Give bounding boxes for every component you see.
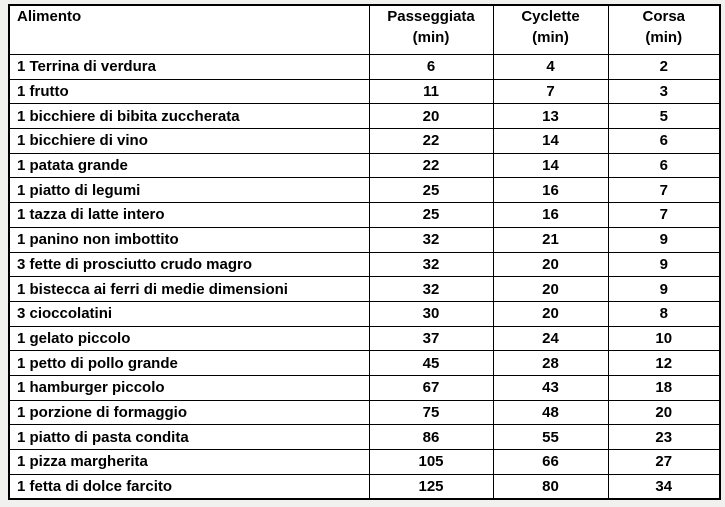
cell-passeggiata-min: 86	[369, 425, 493, 450]
cell-alimento: 1 hamburger piccolo	[9, 375, 369, 400]
cell-corsa-min: 2	[608, 55, 720, 80]
table-row	[9, 400, 720, 425]
cell-corsa-min: 5	[608, 104, 720, 129]
cell-alimento: 1 panino non imbottito	[9, 227, 369, 252]
cell-passeggiata-min: 32	[369, 227, 493, 252]
cell-corsa-min: 7	[608, 178, 720, 203]
cell-corsa-min: 9	[608, 227, 720, 252]
table-row	[9, 129, 720, 154]
food-exercise-table-container	[8, 4, 721, 500]
cell-alimento: 1 bistecca ai ferri di medie dimensioni	[9, 277, 369, 302]
cell-passeggiata-min: 37	[369, 326, 493, 351]
table-header	[9, 5, 720, 55]
cell-alimento: 1 fetta di dolce farcito	[9, 474, 369, 499]
cell-alimento: 1 bicchiere di vino	[9, 129, 369, 154]
cell-passeggiata-min: 125	[369, 474, 493, 499]
cell-cyclette-min: 7	[493, 79, 608, 104]
cell-corsa-min: 3	[608, 79, 720, 104]
cell-alimento: 1 porzione di formaggio	[9, 400, 369, 425]
cell-alimento: 1 petto di pollo grande	[9, 351, 369, 376]
cell-cyclette-min: 20	[493, 252, 608, 277]
cell-cyclette-min: 80	[493, 474, 608, 499]
cell-passeggiata-min: 105	[369, 450, 493, 475]
cell-passeggiata-min: 67	[369, 375, 493, 400]
cell-cyclette-min: 24	[493, 326, 608, 351]
cell-corsa-min: 23	[608, 425, 720, 450]
table-row	[9, 104, 720, 129]
column-header-alimento	[9, 5, 369, 55]
food-exercise-table	[8, 4, 721, 500]
cell-alimento: 1 tazza di latte intero	[9, 203, 369, 228]
cell-passeggiata-min: 22	[369, 153, 493, 178]
table-row	[9, 450, 720, 475]
cell-passeggiata-min: 75	[369, 400, 493, 425]
cell-cyclette-min: 13	[493, 104, 608, 129]
cell-cyclette-min: 20	[493, 301, 608, 326]
cell-corsa-min: 34	[608, 474, 720, 499]
table-body	[9, 55, 720, 500]
table-row	[9, 55, 720, 80]
table-row	[9, 301, 720, 326]
table-row	[9, 326, 720, 351]
table-row	[9, 153, 720, 178]
cell-alimento: 3 fette di prosciutto crudo magro	[9, 252, 369, 277]
cell-passeggiata-min: 6	[369, 55, 493, 80]
table-row	[9, 425, 720, 450]
cell-corsa-min: 10	[608, 326, 720, 351]
cell-cyclette-min: 55	[493, 425, 608, 450]
cell-passeggiata-min: 30	[369, 301, 493, 326]
cell-cyclette-min: 4	[493, 55, 608, 80]
cell-corsa-min: 6	[608, 153, 720, 178]
cell-alimento: 1 piatto di legumi	[9, 178, 369, 203]
cell-alimento: 1 piatto di pasta condita	[9, 425, 369, 450]
cell-corsa-min: 6	[608, 129, 720, 154]
cell-alimento: 1 bicchiere di bibita zuccherata	[9, 104, 369, 129]
table-row	[9, 277, 720, 302]
column-header-label: Cyclette	[521, 8, 580, 25]
column-header-cyclette	[493, 5, 608, 55]
column-header-label: Corsa	[642, 8, 686, 25]
cell-alimento: 1 frutto	[9, 79, 369, 104]
table-row	[9, 227, 720, 252]
cell-alimento: 1 Terrina di verdura	[9, 55, 369, 80]
cell-corsa-min: 7	[608, 203, 720, 228]
table-row	[9, 375, 720, 400]
column-header-label: Alimento	[17, 8, 82, 25]
cell-cyclette-min: 28	[493, 351, 608, 376]
column-header-corsa	[608, 5, 720, 55]
cell-passeggiata-min: 32	[369, 252, 493, 277]
cell-alimento: 1 patata grande	[9, 153, 369, 178]
cell-cyclette-min: 16	[493, 203, 608, 228]
cell-cyclette-min: 14	[493, 153, 608, 178]
cell-corsa-min: 18	[608, 375, 720, 400]
column-header-label: Passeggiata	[387, 8, 475, 25]
cell-passeggiata-min: 25	[369, 178, 493, 203]
header-row	[9, 5, 720, 55]
cell-passeggiata-min: 25	[369, 203, 493, 228]
cell-alimento: 3 cioccolatini	[9, 301, 369, 326]
cell-cyclette-min: 20	[493, 277, 608, 302]
column-header-passeggiata	[369, 5, 493, 55]
cell-cyclette-min: 16	[493, 178, 608, 203]
cell-alimento: 1 gelato piccolo	[9, 326, 369, 351]
cell-corsa-min: 12	[608, 351, 720, 376]
cell-corsa-min: 9	[608, 252, 720, 277]
cell-corsa-min: 20	[608, 400, 720, 425]
cell-passeggiata-min: 45	[369, 351, 493, 376]
cell-cyclette-min: 66	[493, 450, 608, 475]
column-header-unit: (min)	[645, 29, 683, 46]
column-header-unit: (min)	[412, 29, 450, 46]
cell-corsa-min: 27	[608, 450, 720, 475]
cell-cyclette-min: 43	[493, 375, 608, 400]
cell-cyclette-min: 14	[493, 129, 608, 154]
table-row	[9, 351, 720, 376]
cell-passeggiata-min: 20	[369, 104, 493, 129]
table-row	[9, 79, 720, 104]
cell-cyclette-min: 21	[493, 227, 608, 252]
cell-alimento: 1 pizza margherita	[9, 450, 369, 475]
cell-corsa-min: 8	[608, 301, 720, 326]
cell-corsa-min: 9	[608, 277, 720, 302]
table-row	[9, 474, 720, 499]
cell-cyclette-min: 48	[493, 400, 608, 425]
cell-passeggiata-min: 32	[369, 277, 493, 302]
table-row	[9, 203, 720, 228]
column-header-unit: (min)	[532, 29, 569, 46]
table-row	[9, 252, 720, 277]
table-row	[9, 178, 720, 203]
cell-passeggiata-min: 11	[369, 79, 493, 104]
cell-passeggiata-min: 22	[369, 129, 493, 154]
